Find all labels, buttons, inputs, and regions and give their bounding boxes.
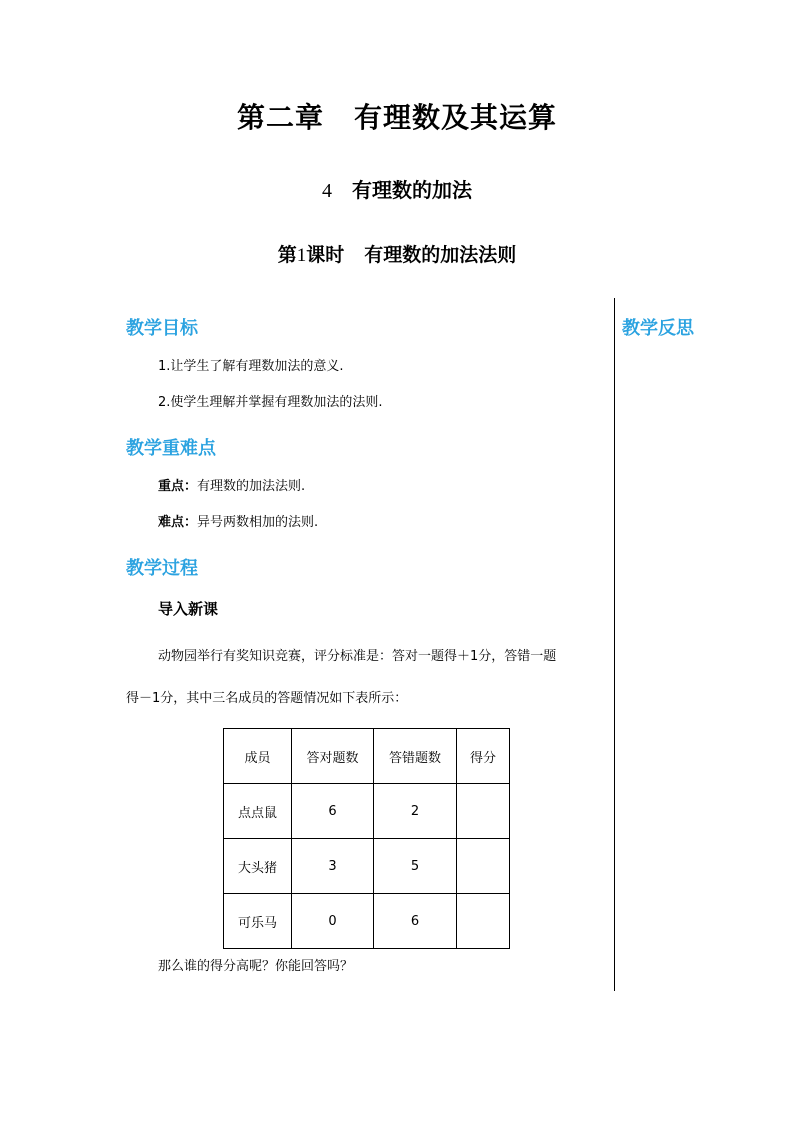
section-name: 有理数的加法 [352,178,472,202]
cell-member: 点点鼠 [224,784,292,839]
lesson-title [0,240,794,267]
header-member: 成员 [224,729,292,784]
chapter-title [0,96,794,136]
chapter-label: 第二章 [236,101,324,134]
header-wrong: 答错题数 [374,729,457,784]
section-title [0,174,794,203]
difficulty-label: 难点： [158,515,198,530]
focus-line [158,478,305,496]
cell-correct: 3 [292,839,374,894]
table-row [224,894,510,949]
closing-question: 那么谁的得分高呢？你能回答吗？ [158,959,354,974]
cell-wrong: 6 [374,894,457,949]
cell-member: 大头猪 [224,839,292,894]
process-heading: 教学过程 [126,558,198,579]
objective-item-1: 1.让学生了解有理数加法的意义. [158,359,344,374]
table-row [224,784,510,839]
table-header-row [224,729,510,784]
lesson-prefix: 第 [277,244,297,266]
focus-text: 有理数的加法法则. [197,479,306,494]
intro-paragraph-line1: 动物园举行有奖知识竞赛，评分标准是：答对一题得＋1分，答错一题 [158,649,557,664]
cell-member: 可乐马 [224,894,292,949]
intro-paragraph-line2: 得－1分，其中三名成员的答题情况如下表所示： [126,691,408,706]
scores-table [223,728,510,949]
difficulty-line [158,514,318,532]
cell-correct: 6 [292,784,374,839]
lesson-suffix: 课时 [306,244,345,266]
keypoints-heading: 教学重难点 [126,438,216,459]
section-number: 4 [322,180,332,202]
cell-score [457,839,510,894]
lesson-name: 有理数的加法法则 [364,244,517,266]
table-row [224,839,510,894]
header-score: 得分 [457,729,510,784]
reflection-heading: 教学反思 [622,318,694,339]
cell-score [457,784,510,839]
lesson-number: 1 [296,245,307,266]
objectives-heading: 教学目标 [126,318,198,339]
chapter-name: 有理数及其运算 [354,101,558,134]
focus-label: 重点： [158,479,198,494]
objective-item-2: 2.使学生理解并掌握有理数加法的法则. [158,395,383,410]
intro-subheading: 导入新课 [158,600,219,618]
difficulty-text: 异号两数相加的法则. [197,515,319,530]
header-correct: 答对题数 [292,729,374,784]
column-divider [614,298,615,991]
cell-correct: 0 [292,894,374,949]
cell-wrong: 5 [374,839,457,894]
cell-score [457,894,510,949]
cell-wrong: 2 [374,784,457,839]
